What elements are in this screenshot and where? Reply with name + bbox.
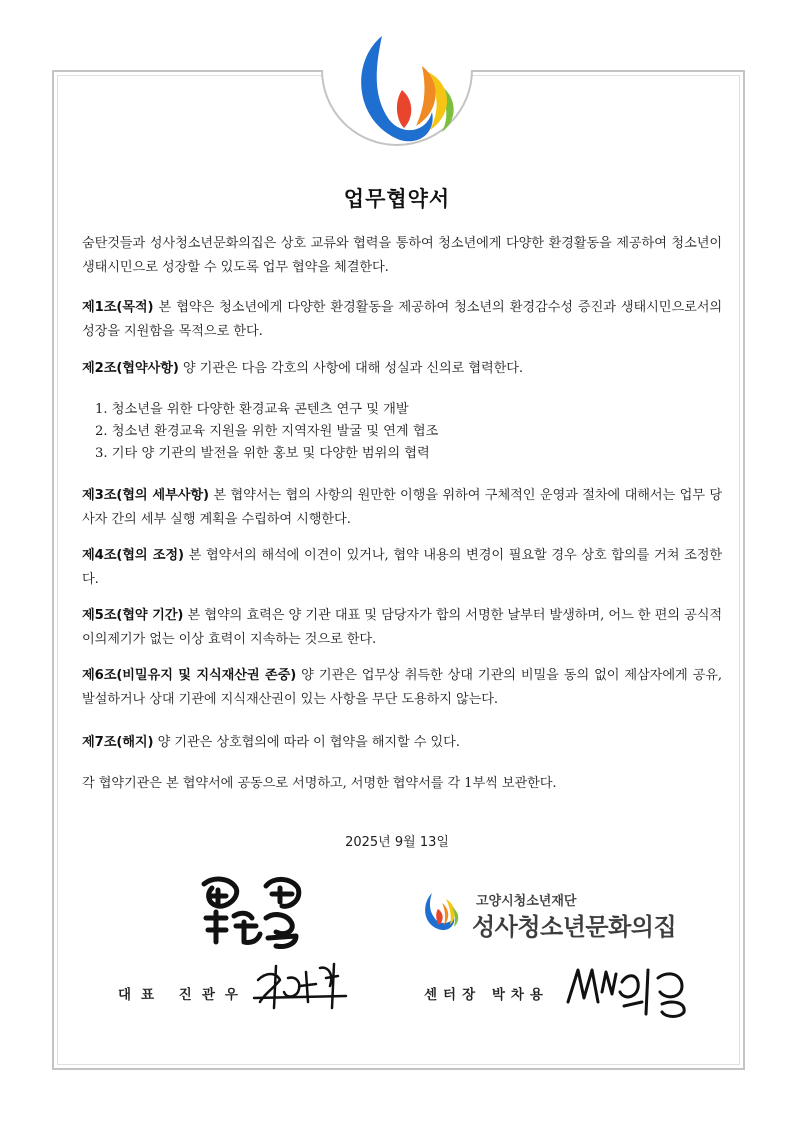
list-item: 1. 청소년을 위한 다양한 환경교육 콘텐츠 연구 및 개발 bbox=[95, 402, 409, 417]
list-item: 3. 기타 양 기관의 발전을 위한 홍보 및 다양한 범위의 협력 bbox=[95, 446, 430, 461]
article-heading: 제6조(비밀유지 및 지식재산권 존중) bbox=[82, 668, 297, 683]
sumtan-logo bbox=[196, 872, 306, 952]
left-signer-label: 대표 진관우 bbox=[118, 987, 248, 1003]
left-signature bbox=[250, 958, 350, 1014]
right-signer-label: 센터장 박차용 bbox=[424, 987, 549, 1003]
document-title: 업무협약서 bbox=[343, 187, 451, 211]
article-heading: 제2조(협약사항) bbox=[82, 361, 179, 376]
org-name: 성사청소년문화의집 bbox=[472, 913, 677, 941]
article-1 bbox=[82, 296, 722, 344]
article-7 bbox=[82, 731, 722, 755]
agreement-items-list bbox=[95, 399, 695, 465]
right-signature bbox=[562, 962, 694, 1022]
intro-paragraph: 숨탄것들과 성사청소년문화의집은 상호 교류와 협력을 통하여 청소년에게 다양한 환경활동을 제공하여 청소년이 생태시민으로 성장할 수 있도록 업무 협약을 체결한다. bbox=[82, 236, 722, 275]
article-heading: 제1조(목적) bbox=[82, 300, 154, 315]
article-text: 본 협약의 효력은 양 기관 대표 및 담당자가 합의 서명한 날부터 발생하며, 어느 한 편의 공식적 이의제기가 없는 이상 효력이 지속하는 것으로 한다. bbox=[82, 608, 722, 647]
article-text: 본 협약서의 해석에 이견이 있거나, 협약 내용의 변경이 필요할 경우 상호 합의를 거쳐 조정한다. bbox=[82, 548, 722, 587]
closing-paragraph: 각 협약기관은 본 협약서에 공동으로 서명하고, 서명한 협약서를 각 1부씩 보관한다. bbox=[82, 776, 557, 791]
signing-date: 2025년 9월 13일 bbox=[345, 835, 449, 850]
list-item: 2. 청소년 환경교육 지원을 위한 지역자원 발굴 및 연계 협조 bbox=[95, 424, 439, 439]
article-text: 본 협약은 청소년에게 다양한 환경활동을 제공하여 청소년의 환경감수성 증진과 생태시민으로서의 성장을 지원함을 목적으로 한다. bbox=[82, 300, 722, 339]
article-5 bbox=[82, 604, 722, 652]
article-text: 양 기관은 다음 각호의 사항에 대해 성실과 신의로 협력한다. bbox=[178, 361, 524, 376]
article-text: 본 협약서는 협의 사항의 원만한 이행을 위하여 구체적인 운영과 절차에 대해서는 업무 당사자 간의 세부 실행 계획을 수립하여 시행한다. bbox=[82, 488, 722, 527]
article-heading: 제3조(협의 세부사항) bbox=[82, 488, 209, 503]
seongsa-logo-icon bbox=[418, 889, 464, 935]
article-3 bbox=[82, 484, 722, 532]
article-heading: 제5조(협약 기간) bbox=[82, 608, 184, 623]
article-2 bbox=[82, 357, 722, 381]
article-text: 양 기관은 업무상 취득한 상대 기관의 비밀을 동의 없이 제삼자에게 공유, 발설하거나 상대 기관에 지식재산권이 있는 사항을 무단 도용하지 않는다. bbox=[82, 668, 722, 707]
article-heading: 제7조(해지) bbox=[82, 735, 154, 750]
article-4 bbox=[82, 544, 722, 592]
article-6 bbox=[82, 664, 722, 712]
article-heading: 제4조(협의 조정) bbox=[82, 548, 184, 563]
org-sub-name: 고양시청소년재단 bbox=[476, 894, 577, 909]
top-logo-emblem bbox=[310, 22, 484, 182]
article-text: 양 기관은 상호협의에 따라 이 협약을 해지할 수 있다. bbox=[153, 735, 460, 750]
